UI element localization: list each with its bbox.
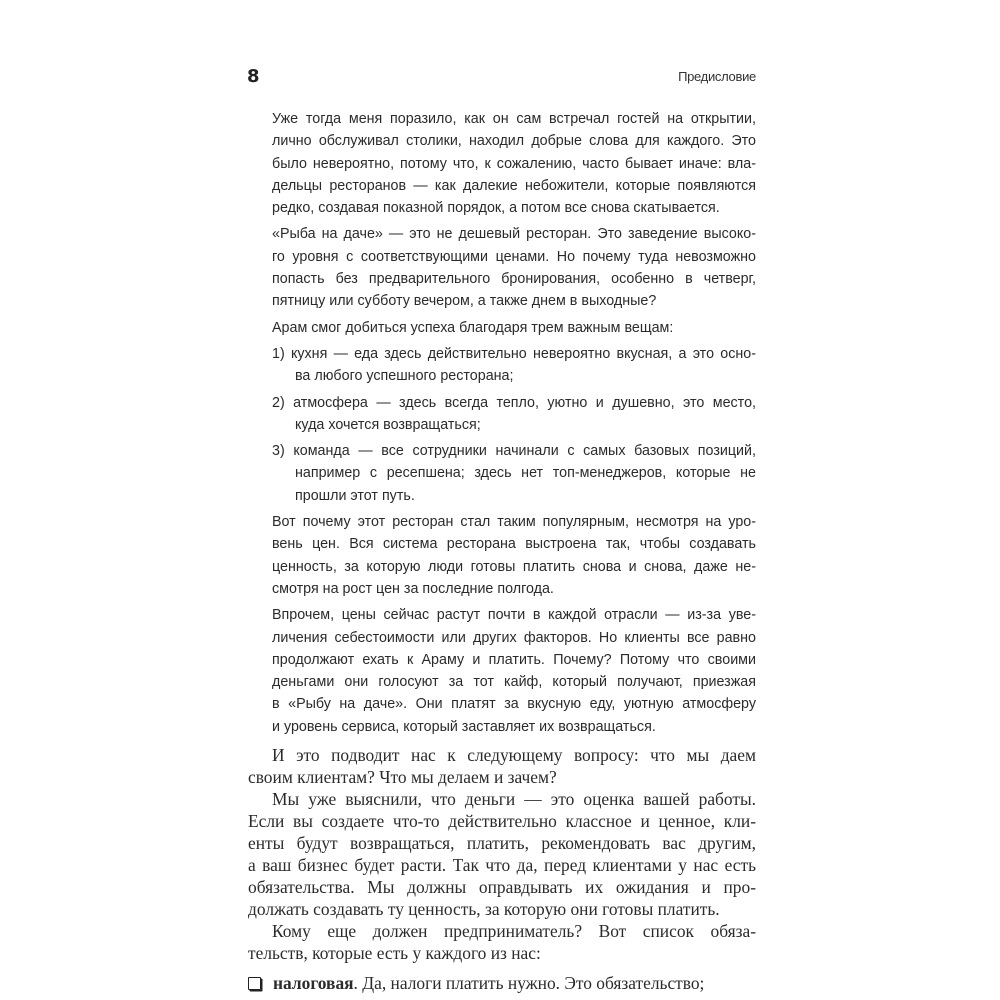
page-body bbox=[248, 108, 756, 994]
paragraph bbox=[272, 511, 756, 600]
text-line: И это подводит нас к следующему вопросу: что мы даем bbox=[272, 745, 756, 766]
paragraph bbox=[272, 223, 756, 312]
paragraph bbox=[272, 317, 756, 339]
page-number: 8 bbox=[247, 66, 260, 87]
text-line: смотря на рост цен за последние полгода. bbox=[272, 580, 554, 597]
paragraph bbox=[248, 744, 756, 788]
paragraph bbox=[272, 604, 756, 738]
text-line: обязательства. Мы должны оправдывать их ожидания и про- bbox=[248, 877, 756, 898]
text-line: пятницу или субботу вечером, а также днем в выходные? bbox=[272, 293, 657, 310]
list-item-text: . Да, налоги платить нужно. Это обязательство; bbox=[353, 973, 705, 994]
text-line: куда хочется возвращаться; bbox=[295, 416, 481, 433]
text-line: например с ресепшена; здесь нет топ-менеджеров, которые не bbox=[295, 465, 756, 482]
text-line: попасть без предварительного бронирования, особенно в четверг, bbox=[272, 271, 756, 288]
text-line: енты будут возвращаться, платить, рекомендовать вас другим, bbox=[248, 833, 756, 854]
sidebar-story-block bbox=[272, 108, 756, 738]
paragraph bbox=[272, 108, 756, 219]
paragraph bbox=[248, 920, 756, 964]
numbered-list-item bbox=[272, 343, 756, 388]
text-line: Мы уже выяснили, что деньги — это оценка вашей работы. bbox=[272, 789, 756, 810]
text-line: 3) команда — все сотрудники начинали с самых базовых позиций, bbox=[272, 443, 756, 460]
text-line: Кому еще должен предприниматель? Вот список обяза- bbox=[272, 921, 756, 942]
text-line: дельцы ресторанов — как далекие небожители, которые появляются bbox=[272, 177, 756, 194]
text-line: Вот почему этот ресторан стал таким популярным, несмотря на уро- bbox=[272, 514, 756, 531]
text-line: Арам смог добиться успеха благодаря трем важным вещам: bbox=[272, 319, 674, 336]
checkbox-square-icon bbox=[248, 977, 261, 990]
text-line: 2) атмосфера — здесь всегда тепло, уютно и душевно, это место, bbox=[272, 394, 756, 411]
text-line: прошли этот путь. bbox=[295, 487, 415, 504]
text-line: а ваш бизнес будет расти. Так что да, перед клиентами у нас есть bbox=[248, 855, 756, 876]
numbered-list-item bbox=[272, 440, 756, 507]
text-line: было невероятно, потому что, к сожалению, часто бывает иначе: вла- bbox=[272, 155, 756, 172]
running-header-section: Предисловие bbox=[678, 69, 756, 84]
text-line: лично обслуживал столики, находил добрые слова для каждого. Это bbox=[272, 133, 756, 150]
obligation-list-item bbox=[248, 972, 756, 994]
text-line: Если вы создаете что-то действительно классное и ценное, кли- bbox=[248, 811, 756, 832]
numbered-list-item bbox=[272, 392, 756, 437]
text-line: го уровня с соответствующими ценами. Но почему туда невозможно bbox=[272, 248, 756, 265]
text-line: Впрочем, цены сейчас растут почти в каждой отрасли — из-за уве- bbox=[272, 607, 756, 624]
text-line: ва любого успешного ресторана; bbox=[295, 368, 514, 385]
text-line: ценность, за которую люди готовы платить снова и снова, даже не- bbox=[272, 558, 756, 575]
text-line: в «Рыбу на даче». Они платят за вкусную еду, уютную атмосферу bbox=[272, 696, 756, 713]
text-line: продолжают ехать к Араму и платить. Почему? Потому что своими bbox=[272, 651, 756, 668]
list-item-term: налоговая bbox=[273, 973, 354, 994]
text-line: 1) кухня — еда здесь действительно невероятно вкусная, а это осно- bbox=[272, 345, 756, 362]
text-line: Уже тогда меня поразило, как он сам встречал гостей на открытии, bbox=[272, 111, 756, 127]
text-line: и уровень сервиса, который заставляет их возвращаться. bbox=[272, 718, 656, 735]
text-line: должать создавать ту ценность, за которую они готовы платить. bbox=[248, 899, 720, 920]
text-line: «Рыба на даче» — это не дешевый ресторан. Это заведение высоко- bbox=[272, 226, 756, 243]
main-text-block bbox=[248, 744, 756, 994]
text-line: вень цен. Вся система ресторана выстроена так, чтобы создавать bbox=[272, 536, 756, 553]
text-line: деньгами они голосуют за тот кайф, который получают, приезжая bbox=[272, 674, 756, 691]
text-line: тельств, которые есть у каждого из нас: bbox=[248, 943, 541, 964]
text-line: своим клиентам? Что мы делаем и зачем? bbox=[248, 767, 557, 788]
text-line: редко, создавая показной порядок, а потом все снова скатывается. bbox=[272, 200, 720, 217]
text-line: личения себестоимости или других факторов. Но клиенты все равно bbox=[272, 629, 756, 646]
paragraph bbox=[248, 788, 756, 920]
